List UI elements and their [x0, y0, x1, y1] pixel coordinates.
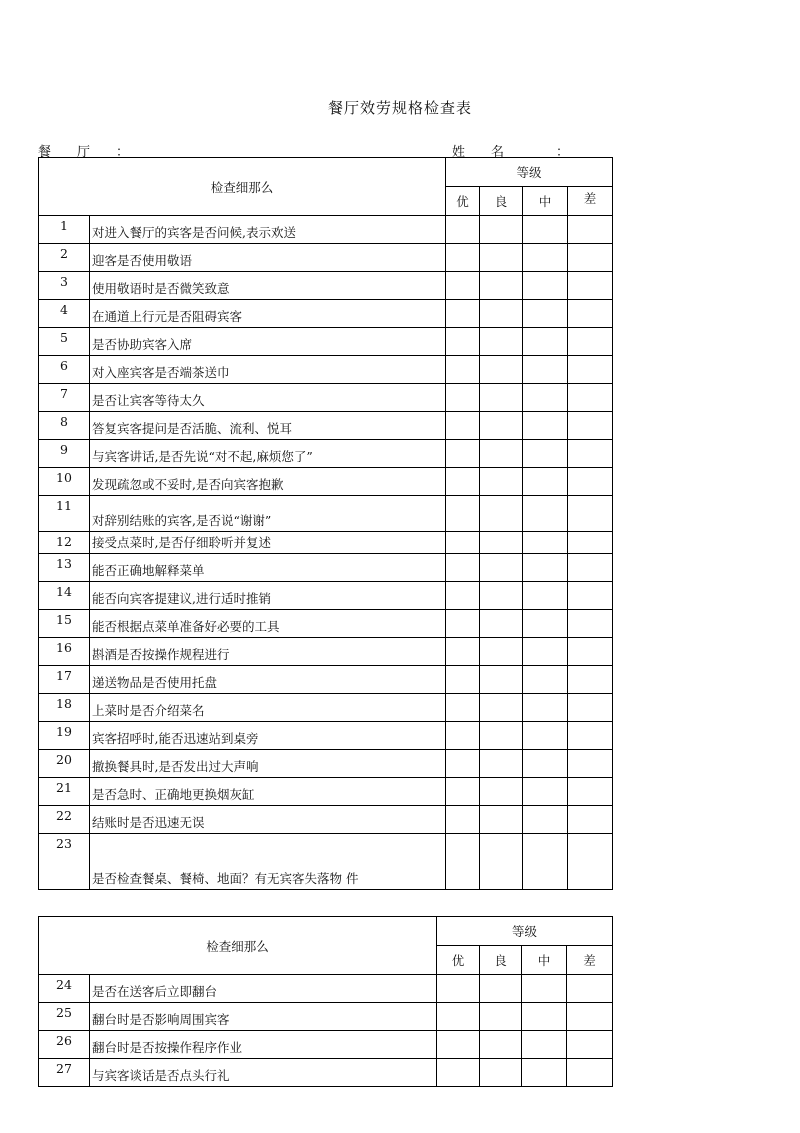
- item-text: 与宾客谈话是否点头行礼: [90, 1059, 437, 1087]
- table-row: [39, 610, 613, 638]
- grade-cell-good[interactable]: [480, 582, 523, 610]
- table-row: [39, 694, 613, 722]
- grade-cell-fair[interactable]: [523, 694, 568, 722]
- item-number: 12: [39, 532, 90, 554]
- item-text: 能否正确地解释菜单: [90, 554, 446, 582]
- item-text: 翻台时是否影响周围宾客: [90, 1003, 437, 1031]
- table-row: [39, 638, 613, 666]
- grade-cell-fair[interactable]: [522, 1031, 567, 1059]
- grade-cell-fair[interactable]: [522, 1059, 567, 1087]
- grade-cell-excellent[interactable]: [446, 750, 480, 778]
- grade-cell-fair[interactable]: [523, 610, 568, 638]
- grade-cell-fair[interactable]: [523, 582, 568, 610]
- grade-cell-excellent[interactable]: [437, 1059, 480, 1087]
- grade-cell-poor[interactable]: [568, 412, 613, 440]
- grade-cell-poor[interactable]: [568, 532, 613, 554]
- item-text: 是否在送客后立即翻台: [90, 975, 437, 1003]
- item-number: 4: [39, 300, 90, 328]
- item-text: 撤换餐具时,是否发出过大声响: [90, 750, 446, 778]
- grade-cell-fair[interactable]: [523, 554, 568, 582]
- grade-cell-poor[interactable]: [568, 806, 613, 834]
- grade-cell-excellent[interactable]: [446, 384, 480, 412]
- grade-cell-good[interactable]: [480, 638, 523, 666]
- grade-cell-excellent[interactable]: [446, 496, 480, 532]
- grade-cell-good[interactable]: [480, 806, 523, 834]
- grade-cell-good[interactable]: [480, 666, 523, 694]
- item-text: 对进入餐厅的宾客是否问候,表示欢送: [90, 216, 446, 244]
- grade-cell-good[interactable]: [480, 975, 522, 1003]
- table-row: [39, 468, 613, 496]
- grade-cell-poor[interactable]: [568, 440, 613, 468]
- grade-cell-poor[interactable]: [568, 582, 613, 610]
- item-number: 27: [39, 1059, 90, 1087]
- item-number: 13: [39, 554, 90, 582]
- table-row: [39, 384, 613, 412]
- item-text: 递送物品是否使用托盘: [90, 666, 446, 694]
- grade-poor: 差: [567, 946, 613, 975]
- grade-cell-poor[interactable]: [568, 384, 613, 412]
- table-row: [39, 834, 613, 890]
- table-row: [39, 975, 613, 1003]
- grade-cell-fair[interactable]: [523, 272, 568, 300]
- grade-cell-poor[interactable]: [568, 272, 613, 300]
- grade-cell-poor[interactable]: [567, 1059, 613, 1087]
- table-row: [39, 440, 613, 468]
- item-number: 14: [39, 582, 90, 610]
- grade-cell-poor[interactable]: [568, 244, 613, 272]
- grade-cell-fair[interactable]: [523, 468, 568, 496]
- grade-cell-fair[interactable]: [523, 328, 568, 356]
- grade-cell-poor[interactable]: [568, 834, 613, 890]
- grade-cell-fair[interactable]: [523, 440, 568, 468]
- grade-cell-poor[interactable]: [567, 1003, 613, 1031]
- header-grade: 等级: [446, 158, 613, 187]
- table-row: [39, 244, 613, 272]
- document-title: 餐厅效劳规格检查表: [327, 99, 472, 117]
- item-text: 在通道上行元是否阻碍宾客: [90, 300, 446, 328]
- item-number: 6: [39, 356, 90, 384]
- grade-cell-excellent[interactable]: [446, 412, 480, 440]
- item-number: 10: [39, 468, 90, 496]
- grade-cell-poor[interactable]: [568, 638, 613, 666]
- grade-cell-fair[interactable]: [523, 666, 568, 694]
- grade-cell-good[interactable]: [480, 554, 523, 582]
- grade-cell-good[interactable]: [480, 384, 523, 412]
- grade-cell-excellent[interactable]: [446, 468, 480, 496]
- grade-cell-fair[interactable]: [523, 384, 568, 412]
- grade-cell-excellent[interactable]: [446, 638, 480, 666]
- grade-cell-excellent[interactable]: [437, 1003, 480, 1031]
- item-text: 斟酒是否按操作规程进行: [90, 638, 446, 666]
- grade-good: 良: [480, 187, 523, 216]
- table-row: [39, 666, 613, 694]
- table-row: [39, 412, 613, 440]
- grade-cell-good[interactable]: [480, 532, 523, 554]
- item-text: 发现疏忽或不妥时,是否向宾客抱歉: [90, 468, 446, 496]
- table-row: [39, 1003, 613, 1031]
- grade-cell-good[interactable]: [480, 694, 523, 722]
- grade-cell-poor[interactable]: [568, 778, 613, 806]
- item-number: 20: [39, 750, 90, 778]
- grade-cell-excellent[interactable]: [446, 582, 480, 610]
- grade-cell-fair[interactable]: [523, 778, 568, 806]
- grade-cell-fair[interactable]: [523, 496, 568, 532]
- grade-cell-excellent[interactable]: [446, 778, 480, 806]
- grade-cell-good[interactable]: [480, 216, 523, 244]
- grade-cell-excellent[interactable]: [446, 834, 480, 890]
- grade-cell-good[interactable]: [480, 1059, 522, 1087]
- item-text: 迎客是否使用敬语: [90, 244, 446, 272]
- item-text: 能否根据点菜单准备好必要的工具: [90, 610, 446, 638]
- grade-cell-fair[interactable]: [523, 244, 568, 272]
- grade-cell-excellent[interactable]: [446, 666, 480, 694]
- item-text: 是否协助宾客入席: [90, 328, 446, 356]
- grade-cell-good[interactable]: [480, 468, 523, 496]
- item-text: 翻台时是否按操作程序作业: [90, 1031, 437, 1059]
- item-number: 25: [39, 1003, 90, 1031]
- grade-cell-good[interactable]: [480, 1003, 522, 1031]
- item-number: 17: [39, 666, 90, 694]
- item-number: 1: [39, 216, 90, 244]
- grade-cell-fair[interactable]: [523, 532, 568, 554]
- grade-cell-good[interactable]: [480, 272, 523, 300]
- grade-cell-good[interactable]: [480, 1031, 522, 1059]
- grade-cell-fair[interactable]: [523, 834, 568, 890]
- grade-cell-poor[interactable]: [568, 496, 613, 532]
- item-number: 8: [39, 412, 90, 440]
- header-item: 检查细那么: [39, 158, 446, 216]
- item-text: 是否检查餐桌、餐椅、地面？有无宾客失落物 件: [90, 834, 446, 890]
- grade-cell-excellent[interactable]: [446, 554, 480, 582]
- item-text: 接受点菜时,是否仔细聆听并复述: [90, 532, 446, 554]
- grade-cell-poor[interactable]: [568, 554, 613, 582]
- grade-cell-excellent[interactable]: [446, 272, 480, 300]
- grade-cell-fair[interactable]: [523, 300, 568, 328]
- grade-cell-fair[interactable]: [523, 750, 568, 778]
- item-number: 19: [39, 722, 90, 750]
- grade-cell-poor[interactable]: [568, 468, 613, 496]
- table-row: [39, 722, 613, 750]
- grade-good: 良: [480, 946, 522, 975]
- grade-cell-poor[interactable]: [568, 694, 613, 722]
- item-number: 22: [39, 806, 90, 834]
- grade-cell-excellent[interactable]: [446, 328, 480, 356]
- table-row: [39, 532, 613, 554]
- grade-fair: 中: [522, 946, 567, 975]
- table-row: [39, 778, 613, 806]
- table-row: [39, 1031, 613, 1059]
- item-number: 24: [39, 975, 90, 1003]
- table-row: [39, 750, 613, 778]
- item-text: 上菜时是否介绍菜名: [90, 694, 446, 722]
- grade-cell-excellent[interactable]: [446, 722, 480, 750]
- grade-cell-good[interactable]: [480, 440, 523, 468]
- item-text: 宾客招呼时,能否迅速站到桌旁: [90, 722, 446, 750]
- grade-cell-good[interactable]: [480, 300, 523, 328]
- item-number: 9: [39, 440, 90, 468]
- grade-cell-excellent[interactable]: [446, 806, 480, 834]
- item-text: 是否急时、正确地更换烟灰缸: [90, 778, 446, 806]
- grade-cell-good[interactable]: [480, 722, 523, 750]
- table-row: [39, 1059, 613, 1087]
- inspection-table-2: [38, 916, 613, 1087]
- table-row: [39, 272, 613, 300]
- table-row: [39, 582, 613, 610]
- header-item: 检查细那么: [39, 917, 437, 975]
- table-row: [39, 356, 613, 384]
- grade-cell-poor[interactable]: [568, 666, 613, 694]
- item-text: 使用敬语时是否微笑致意: [90, 272, 446, 300]
- grade-cell-excellent[interactable]: [446, 216, 480, 244]
- grade-cell-fair[interactable]: [523, 216, 568, 244]
- grade-cell-excellent[interactable]: [446, 610, 480, 638]
- grade-excellent: 优: [437, 946, 480, 975]
- item-text: 对辞别结账的宾客,是否说“谢谢”: [90, 496, 446, 532]
- grade-cell-fair[interactable]: [523, 722, 568, 750]
- header-grade: 等级: [437, 917, 613, 946]
- item-number: 26: [39, 1031, 90, 1059]
- grade-cell-poor[interactable]: [568, 216, 613, 244]
- item-text: 对入座宾客是否端茶送巾: [90, 356, 446, 384]
- item-text: 能否向宾客提建议,进行适时推销: [90, 582, 446, 610]
- table-row: [39, 216, 613, 244]
- grade-cell-good[interactable]: [480, 750, 523, 778]
- grade-cell-fair[interactable]: [523, 412, 568, 440]
- grade-cell-poor[interactable]: [567, 975, 613, 1003]
- grade-cell-fair[interactable]: [522, 975, 567, 1003]
- grade-cell-excellent[interactable]: [446, 532, 480, 554]
- grade-cell-good[interactable]: [480, 328, 523, 356]
- grade-cell-poor[interactable]: [568, 300, 613, 328]
- table-row: [39, 328, 613, 356]
- item-number: 18: [39, 694, 90, 722]
- item-number: 2: [39, 244, 90, 272]
- grade-cell-poor[interactable]: [568, 328, 613, 356]
- item-number: 11: [39, 496, 90, 532]
- grade-cell-poor[interactable]: [568, 356, 613, 384]
- restaurant-label: 餐 厅 ：: [38, 145, 130, 160]
- grade-cell-good[interactable]: [480, 412, 523, 440]
- grade-cell-excellent[interactable]: [446, 356, 480, 384]
- grade-fair: 中: [523, 187, 568, 216]
- grade-cell-good[interactable]: [480, 610, 523, 638]
- grade-cell-excellent[interactable]: [437, 1031, 480, 1059]
- grade-cell-good[interactable]: [480, 778, 523, 806]
- item-text: 结账时是否迅速无误: [90, 806, 446, 834]
- grade-cell-fair[interactable]: [523, 638, 568, 666]
- grade-cell-excellent[interactable]: [437, 975, 480, 1003]
- grade-cell-excellent[interactable]: [446, 440, 480, 468]
- grade-poor: 差: [568, 187, 613, 216]
- grade-cell-poor[interactable]: [567, 1031, 613, 1059]
- grade-cell-poor[interactable]: [568, 750, 613, 778]
- grade-cell-fair[interactable]: [523, 356, 568, 384]
- item-number: 21: [39, 778, 90, 806]
- item-number: 3: [39, 272, 90, 300]
- inspection-table-1: [38, 157, 613, 890]
- grade-cell-poor[interactable]: [568, 722, 613, 750]
- table-row: [39, 806, 613, 834]
- item-text: 与宾客讲话,是否先说“对不起,麻烦您了”: [90, 440, 446, 468]
- grade-cell-good[interactable]: [480, 244, 523, 272]
- grade-cell-excellent[interactable]: [446, 694, 480, 722]
- grade-excellent: 优: [446, 187, 480, 216]
- item-number: 23: [39, 834, 90, 890]
- grade-cell-poor[interactable]: [568, 610, 613, 638]
- item-text: 答复宾客提问是否活脆、流利、悦耳: [90, 412, 446, 440]
- table-row: [39, 300, 613, 328]
- grade-cell-excellent[interactable]: [446, 244, 480, 272]
- item-number: 5: [39, 328, 90, 356]
- grade-cell-good[interactable]: [480, 356, 523, 384]
- grade-cell-good[interactable]: [480, 496, 523, 532]
- table-row: [39, 496, 613, 532]
- item-number: 15: [39, 610, 90, 638]
- item-number: 16: [39, 638, 90, 666]
- grade-cell-excellent[interactable]: [446, 300, 480, 328]
- name-label: 姓 名 ：: [452, 145, 570, 160]
- table-row: [39, 554, 613, 582]
- item-text: 是否让宾客等待太久: [90, 384, 446, 412]
- grade-cell-good[interactable]: [480, 834, 523, 890]
- grade-cell-fair[interactable]: [522, 1003, 567, 1031]
- grade-cell-fair[interactable]: [523, 806, 568, 834]
- item-number: 7: [39, 384, 90, 412]
